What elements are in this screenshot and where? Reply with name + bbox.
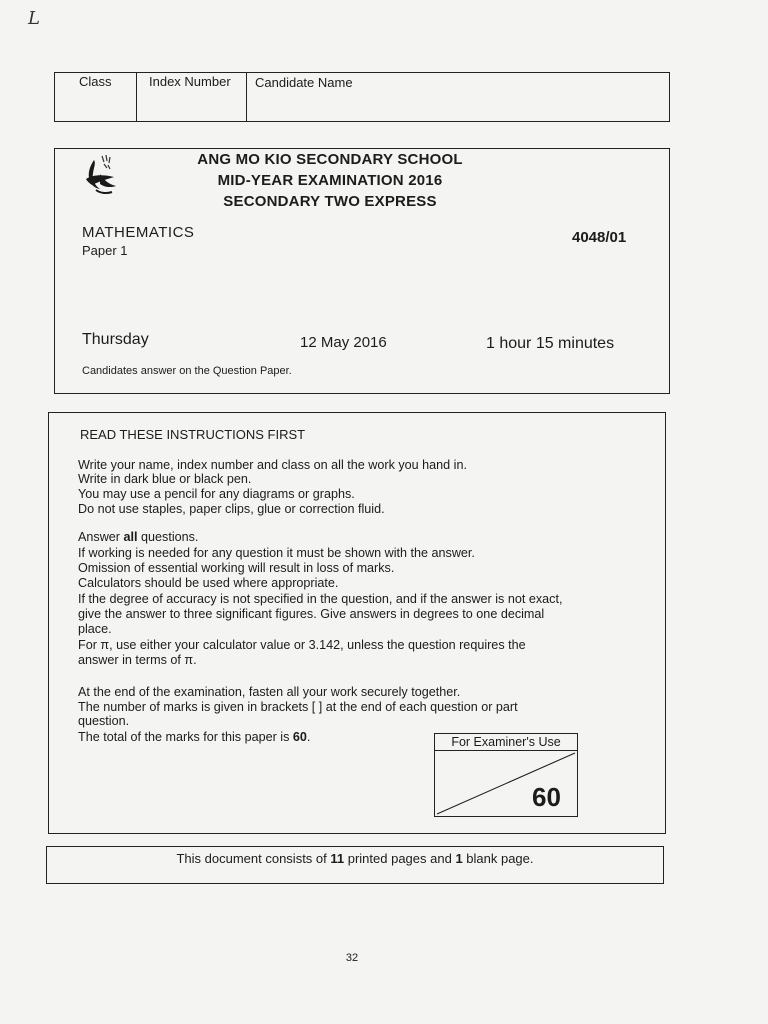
page-count-note bbox=[46, 851, 664, 866]
level-title: SECONDARY TWO EXPRESS bbox=[223, 193, 437, 210]
instruction-line: You may use a pencil for any diagrams or graphs. bbox=[78, 487, 355, 501]
instruction-line: Calculators should be used where appropriate. bbox=[78, 576, 339, 590]
instruction-line: The number of marks is given in brackets [ ] at the end of each question or part bbox=[78, 700, 518, 714]
instruction-line: If the degree of accuracy is not specified in the question, and if the answer is not exact, bbox=[78, 592, 563, 606]
school-name: ANG MO KIO SECONDARY SCHOOL bbox=[197, 151, 463, 168]
instruction-line: give the answer to three significant figures. Give answers in degrees to one decimal bbox=[78, 607, 545, 621]
total-marks-value: 60 bbox=[292, 730, 307, 744]
paper-code: 4048/01 bbox=[572, 229, 627, 246]
answer-note: Candidates answer on the Question Paper. bbox=[82, 365, 292, 377]
exam-title: MID-YEAR EXAMINATION 2016 bbox=[217, 172, 443, 189]
paper-number: Paper 1 bbox=[82, 243, 128, 258]
instruction-line: If working is needed for any question it must be shown with the answer. bbox=[78, 546, 475, 560]
instruction-line: Do not use staples, paper clips, glue or correction fluid. bbox=[78, 502, 385, 516]
examiner-use-label: For Examiner's Use bbox=[435, 734, 577, 751]
exam-day: Thursday bbox=[82, 331, 149, 348]
instruction-line: place. bbox=[78, 622, 112, 636]
instructions-title: READ THESE INSTRUCTIONS FIRST bbox=[80, 427, 306, 442]
answer-prefix: Answer bbox=[78, 530, 124, 544]
instruction-line: Write in dark blue or black pen. bbox=[78, 472, 252, 486]
examiner-total-score: 60 bbox=[532, 782, 561, 812]
instruction-line: answer in terms of π. bbox=[78, 653, 197, 667]
candidate-name-field[interactable] bbox=[247, 73, 669, 121]
instruction-line: Write your name, index number and class on all the work you hand in. bbox=[78, 458, 467, 472]
instruction-line: For π, use either your calculator value or 3.142, unless the question requires the bbox=[78, 638, 526, 652]
instruction-line bbox=[78, 530, 638, 545]
footer-prefix: This document consists of bbox=[176, 851, 331, 866]
page-number: 32 bbox=[345, 952, 359, 964]
printed-pages-count: 11 bbox=[330, 851, 345, 866]
footer-suffix: blank page. bbox=[462, 851, 534, 866]
index-number-field[interactable] bbox=[137, 73, 247, 121]
class-field[interactable] bbox=[55, 73, 137, 121]
instruction-line: Omission of essential working will result in loss of marks. bbox=[78, 561, 395, 575]
exam-date: 12 May 2016 bbox=[300, 334, 387, 351]
total-marks-line bbox=[78, 730, 418, 745]
class-label: Class bbox=[79, 74, 112, 89]
subject-title: MATHEMATICS bbox=[82, 224, 195, 241]
candidate-name-label: Candidate Name bbox=[255, 75, 353, 90]
corner-handwritten-mark: L bbox=[28, 8, 40, 29]
index-number-label: Index Number bbox=[149, 74, 231, 89]
instruction-line: At the end of the examination, fasten all your work securely together. bbox=[78, 685, 461, 699]
candidate-info-table bbox=[54, 72, 670, 122]
answer-all-bold: all bbox=[123, 530, 138, 544]
instruction-line: question. bbox=[78, 714, 130, 728]
answer-suffix: questions. bbox=[137, 530, 199, 544]
blank-pages-count: 1 bbox=[455, 851, 463, 866]
footer-middle: printed pages and bbox=[344, 851, 456, 866]
total-prefix: The total of the marks for this paper is bbox=[78, 730, 293, 744]
total-suffix: . bbox=[306, 730, 311, 744]
exam-duration: 1 hour 15 minutes bbox=[486, 335, 615, 352]
